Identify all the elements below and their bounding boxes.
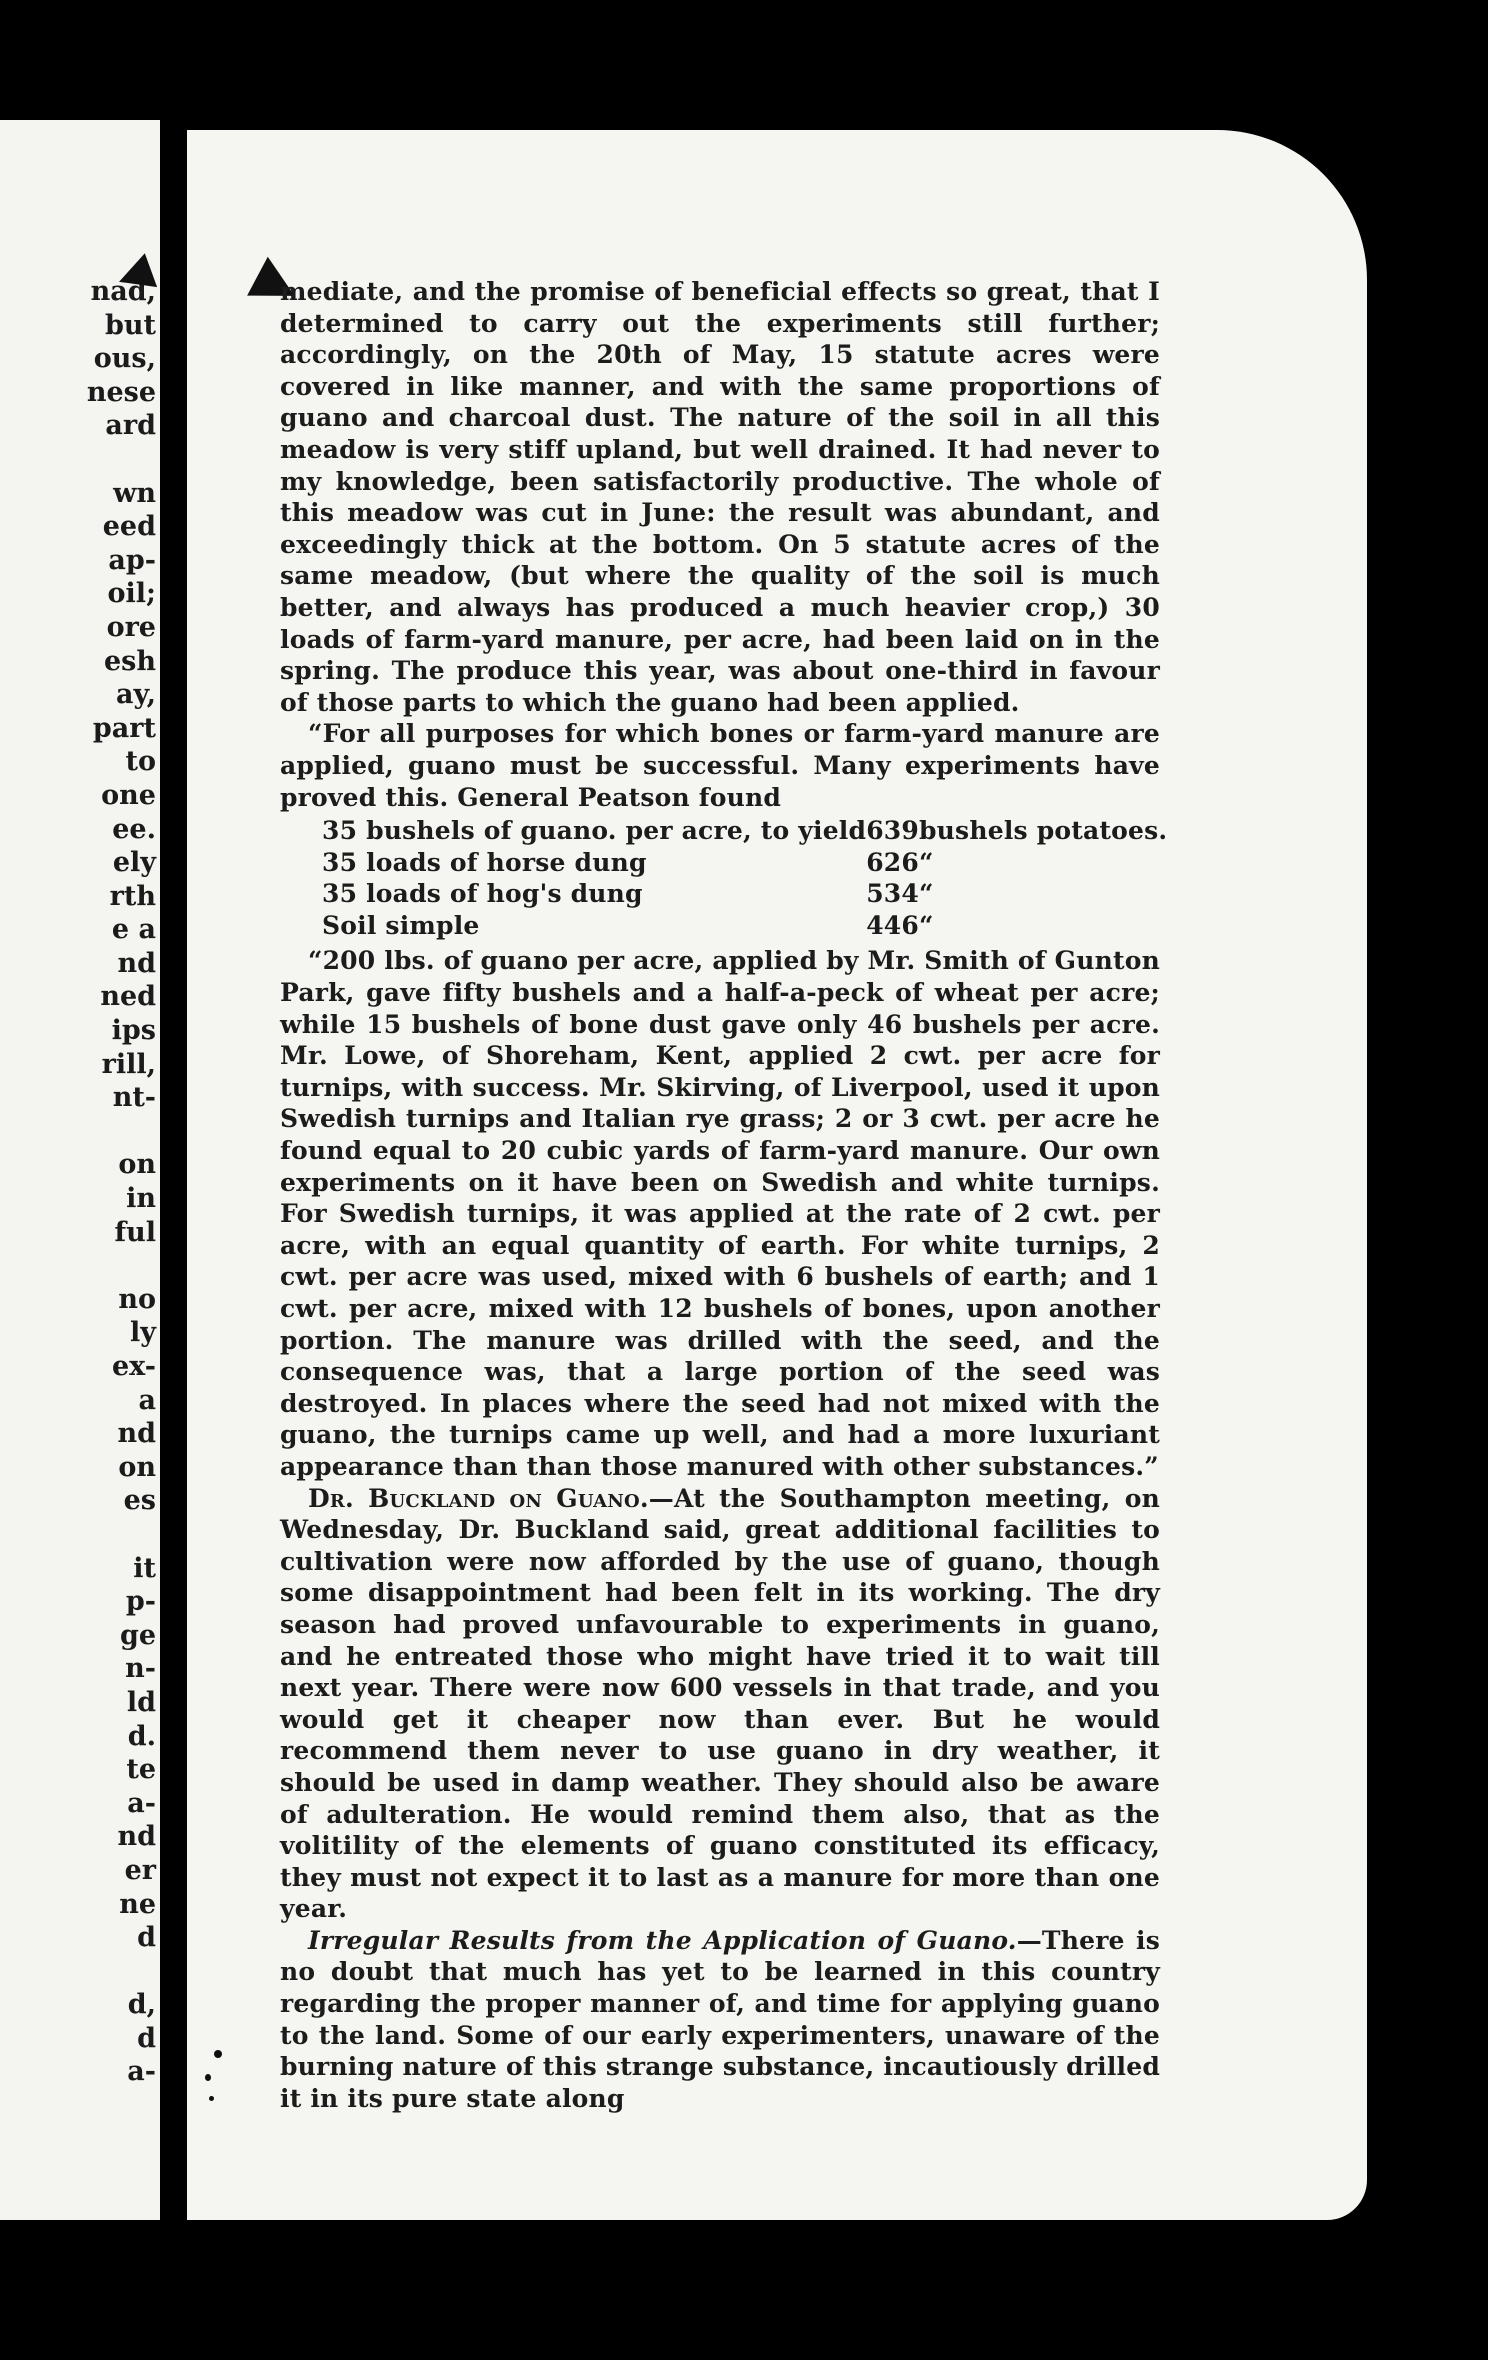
facing-page-fragment-line: esh [103, 645, 156, 677]
facing-page-fragment-line: ard [105, 410, 156, 442]
facing-page-fragment-line: es [123, 1485, 156, 1517]
ink-speck [209, 2096, 214, 2101]
yield-value: 446 [866, 910, 919, 940]
yield-value: 534 [866, 879, 919, 909]
yield-row [322, 910, 1167, 942]
ink-speck [214, 2050, 222, 2058]
yield-unit: “ [919, 847, 934, 877]
facing-page-fragment-line: wn [113, 477, 156, 509]
facing-page-fragment-line: part [92, 712, 156, 744]
facing-page-fragment-line: ore [106, 611, 156, 643]
yield-value: 626 [866, 847, 919, 877]
facing-page-fragment-line: p- [125, 1586, 156, 1618]
facing-page-fragment-line: on [118, 1451, 156, 1483]
facing-page-fragment-line [0, 1955, 160, 1989]
irregular-results-body: —There is no doubt that much has yet to be learned in this country regarding the proper manner of, and time for applying guano to the land. Some of our early experimenters, unaware of the burning nature of this strange substance, incautiously drilled it in its pure state along [280, 1925, 1160, 2113]
facing-page-fragment-line: a- [127, 2056, 156, 2088]
facing-page-fragment-line: a- [127, 1787, 156, 1819]
yield-row [322, 847, 1167, 879]
article-body [280, 276, 1168, 2114]
facing-page-fragment-line: eed [102, 511, 156, 543]
yield-label: 35 loads of horse dung [322, 847, 647, 877]
yield-label: 35 loads of hog's dung [322, 879, 643, 909]
facing-page-fragment-line: d. [127, 1720, 156, 1752]
yield-unit: bushels potatoes. [919, 816, 1168, 846]
facing-page-fragment-line: nad, [90, 276, 156, 307]
facing-page-fragment-line: d [137, 2022, 156, 2054]
buckland-heading: Dr. Buckland on Guano. [308, 1483, 649, 1513]
facing-page-fragment-line: oil; [107, 578, 156, 610]
facing-page-fragment-line: a [138, 1384, 156, 1416]
facing-page-fragment-line: on [118, 1149, 156, 1181]
facing-page-fragment [0, 120, 160, 2220]
facing-page-fragment-line: rth [109, 880, 156, 912]
facing-page-fragment-line: one [101, 779, 156, 811]
facing-page-fragment-line: ous, [93, 343, 156, 375]
paragraph-general-peatson: “For all purposes for which bones or farm-yard manure are applied, guano must be successful. Many experiments have proved this. General Peatson found [280, 719, 1160, 812]
facing-page-fragment-line: ee. [112, 813, 156, 845]
yield-row [322, 815, 1167, 847]
facing-page-line-endings [0, 275, 160, 2089]
paragraph-buckland [280, 1483, 1160, 1925]
facing-page-fragment-line: ap- [108, 544, 156, 576]
book-gutter [160, 110, 187, 2230]
facing-page-fragment-line: ay, [116, 679, 156, 711]
facing-page-fragment-line: ned [100, 981, 156, 1013]
facing-page-fragment-line [0, 1249, 160, 1283]
facing-page-fragment-line: in [126, 1183, 156, 1215]
paragraph-meadow-experiment: mediate, and the promise of beneficial effects so great, that I determined to carry out the experiments still further; accordingly, on the 20th of May, 15 statute acres were covered in like manner, and with the same proportions of guano and charcoal dust. The nature of the soil in all this meadow is very stiff upland, but well drained. It had never to my knowledge, been satisfactorily productive. The whole of this meadow was cut in June: the result was abundant, and exceedingly thick at the bottom. On 5 statute acres of the same meadow, (but where the quality of the soil is much better, and always has produced a much heavier crop,) 30 loads of farm-yard manure, per acre, had been laid on in the spring. The produce this year, was about one-third in favour of those parts to which the guano had been applied. [280, 277, 1160, 717]
ink-speck [205, 2074, 211, 2081]
facing-page-fragment-line: it [133, 1552, 156, 1584]
facing-page-fragment-line [0, 1115, 160, 1149]
yield-label: Soil simple [322, 910, 480, 940]
yield-unit: “ [919, 910, 934, 940]
facing-page-fragment-line: nd [117, 1821, 156, 1853]
facing-page-fragment-line: n- [125, 1653, 156, 1685]
facing-page-fragment-line: ex- [111, 1351, 156, 1382]
facing-page-fragment-line: e a [111, 914, 156, 946]
paragraph-irregular-results [280, 1925, 1160, 2115]
facing-page-fragment-line: nd [117, 1418, 156, 1450]
facing-page-fragment-line: no [118, 1283, 156, 1315]
facing-page-fragment-line: ge [119, 1619, 156, 1651]
yield-value: 639 [866, 816, 919, 846]
facing-page-fragment-line: ful [114, 1216, 156, 1248]
facing-page-fragment-line: ips [111, 1015, 156, 1047]
facing-page-fragment-line: nd [117, 947, 156, 979]
yield-label: 35 bushels of guano. per acre, to yield [322, 816, 867, 846]
facing-page-fragment-line: ely [112, 847, 156, 879]
facing-page-fragment-line: nese [86, 376, 156, 408]
facing-page-fragment-line: d, [127, 1989, 156, 2021]
yield-unit: “ [919, 879, 934, 909]
yield-row [322, 878, 1167, 910]
yield-table [322, 815, 1167, 941]
facing-page-fragment-line: to [125, 746, 156, 778]
facing-page-fragment-line: er [124, 1854, 156, 1886]
facing-page-fragment-line: nt- [112, 1082, 156, 1114]
irregular-results-heading: Irregular Results from the Application of Guano. [308, 1925, 1017, 1955]
facing-page-fragment-line: ld [126, 1686, 156, 1718]
facing-page-fragment-line: d [137, 1922, 156, 1954]
facing-page-fragment-line: rill, [101, 1048, 156, 1080]
page [187, 130, 1367, 2220]
facing-page-fragment-line: ly [130, 1317, 156, 1349]
facing-page-fragment-line: te [126, 1754, 156, 1786]
buckland-body: —At the Southampton meeting, on Wednesday, Dr. Buckland said, great additional facilities to cultivation were now afforded by the use of guano, though some disappointment had been felt in its working. The dry season had proved unfavourable to experiments in guano, and he entreated those who might have tried it to wait till next year. There were now 600 vessels in that trade, and you would get it cheaper now than ever. But he would recommend them never to use guano in dry weather, it should be used in damp weather. They should also be aware of adulteration. He would remind them also, that as the volitility of the elements of guano constituted its efficacy, they must not expect it to last as a manure for more than one year. [280, 1483, 1160, 1924]
paragraph-experiments: “200 lbs. of guano per acre, applied by Mr. Smith of Gunton Park, gave fifty bushels and a half-a-peck of wheat per acre; while 15 bushels of bone dust gave only 46 bushels per acre. Mr. Lowe, of Shoreham, Kent, applied 2 cwt. per acre for turnips, with success. Mr. Skirving, of Liverpool, used it upon Swedish turnips and Italian rye grass; 2 or 3 cwt. per acre he found equal to 20 cubic yards of farm-yard manure. Our own experiments on it have been on Swedish and white turnips. For Swedish turnips, it was applied at the rate of 2 cwt. per acre, with an equal quantity of earth. For white turnips, 2 cwt. per acre was used, mixed with 6 bushels of earth; and 1 cwt. per acre, mixed with 12 bushels of bones, upon another portion. The manure was drilled with the seed, and the consequence was, that a large portion of the seed was destroyed. In places where the seed had not mixed with the guano, the turnips came up well, and had a more luxuriant appearance than than those manured with other substances.” [280, 946, 1160, 1481]
facing-page-fragment-line: ne [119, 1888, 156, 1920]
facing-page-fragment-line [0, 443, 160, 477]
facing-page-fragment-line [0, 1518, 160, 1552]
facing-page-fragment-line: but [105, 309, 156, 341]
